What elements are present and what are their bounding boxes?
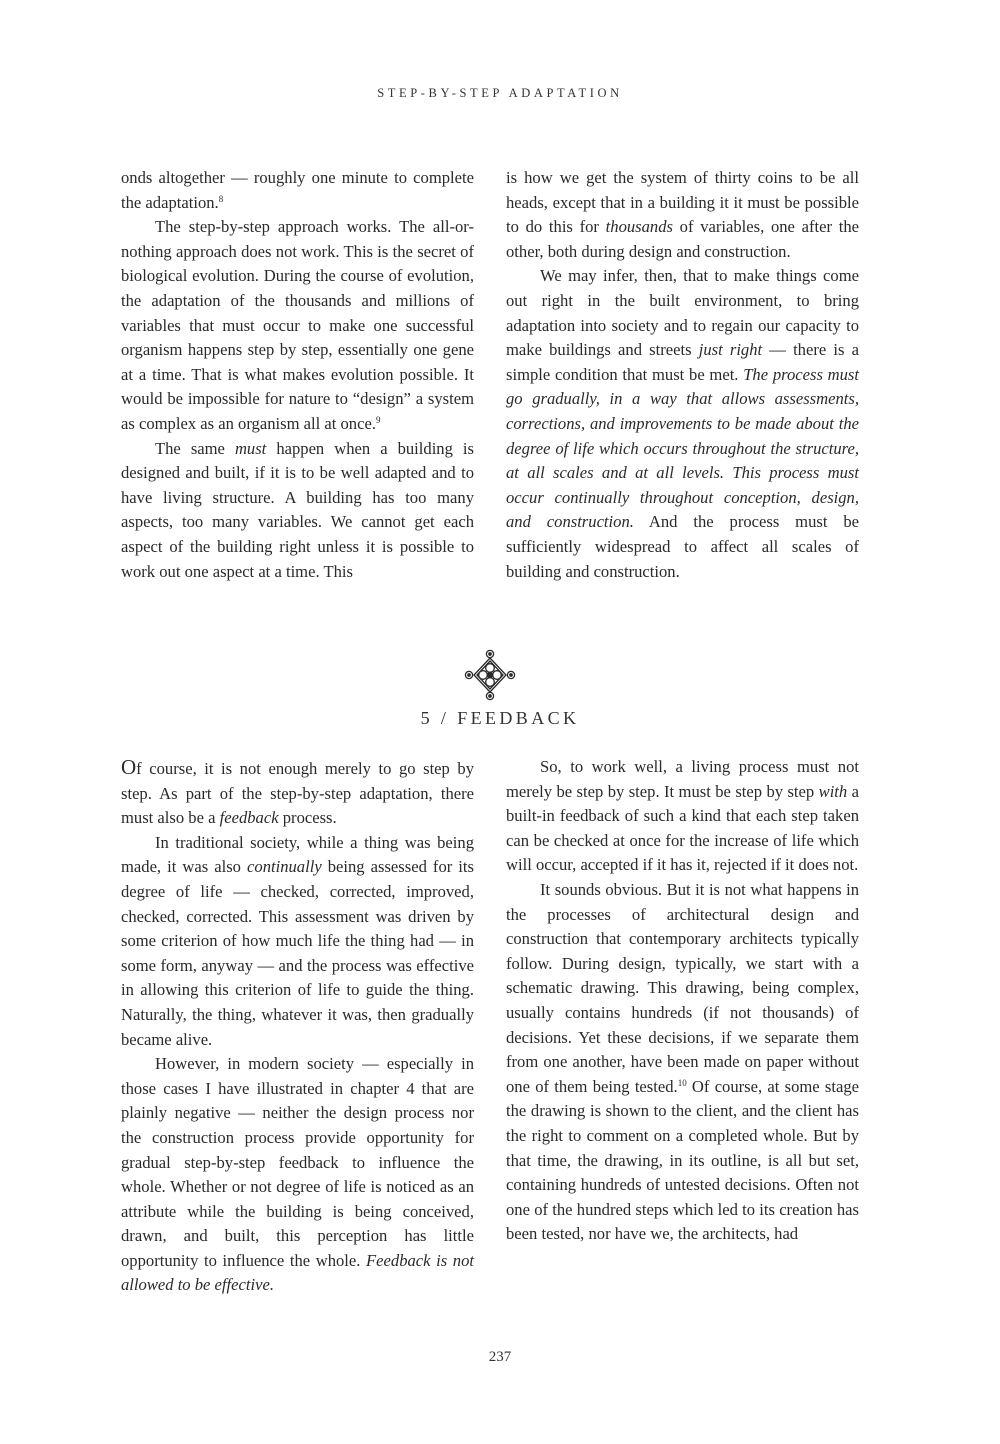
text-column-top-right <box>506 166 859 584</box>
footnote-ref: 10 <box>677 1077 687 1088</box>
text-run: a built-in feedback of such a kind that each step taken can be checked at once for the increase of life which will occur, accepted if it has it, rejected if it does not. <box>506 781 859 875</box>
text-column-top-left <box>121 166 474 584</box>
text-run: We may infer, then, that to make things come out right in the built environment, to bring adaptation into society and to regain our capacity to make buildings and streets <box>506 266 859 360</box>
emphasis: thousands <box>605 217 673 237</box>
text-run: happen when a building is designed and built, if it is to be well adapted and to have living structure. A building has too many aspects, too many variables. We cannot get each aspect of the building right unless it is possible to work out one aspect at a time. This <box>121 438 474 581</box>
quatrefoil-ornament-icon <box>463 648 517 702</box>
paragraph <box>121 831 474 1052</box>
text-column-bottom-right <box>506 755 859 1247</box>
page-number: 237 <box>488 1349 512 1365</box>
paragraph <box>506 264 859 584</box>
text-run: of variables, one after the other, both during design and construction. <box>506 217 859 261</box>
text-run: being assessed for its degree of life — checked, corrected, improved, checked, corrected. This assessment was driven by some criterion of how much life the thing had — in some form, anyway — and the process was effective in allowing this criterion of life to guide the thing. Naturally, the thing, whatever it was, then gradually became alive. <box>121 857 474 1049</box>
paragraph <box>121 166 474 215</box>
text-run: In traditional society, while a thing was being made, it was also <box>121 832 474 877</box>
text-run: is how we get the system of thirty coins to be all heads, except that in a building it it must be possible to do this for <box>506 168 859 237</box>
footnote-ref: 9 <box>375 414 381 425</box>
text-run: onds altogether — roughly one minute to complete the adaptation. <box>121 168 474 212</box>
paragraph <box>121 437 474 585</box>
text-run: — there is a simple condition that must be met. <box>506 340 859 384</box>
emphasis: with <box>818 781 848 801</box>
text-run: However, in modern society — especially in those cases I have illustrated in chapter 4 that are plainly negative — neither the design process nor the construction process provide opportunity for gradual step-by-step feedback to influence the whole. Whether or not degree of life is noticed as an attribute while the building is being conceived, drawn, and built, this perception has little opportunity to influence the whole. <box>121 1054 474 1270</box>
paragraph <box>506 878 859 1247</box>
paragraph <box>121 755 474 831</box>
drop-cap: O <box>121 755 137 779</box>
emphasis: The process must go gradually, in a way that allows assessments, corrections, and improvements to be made about the degree of life which occurs throughout the structure, at all scales and at all levels. This process must occur continually throughout conception, design, and construction. <box>506 364 859 532</box>
text-run: It sounds obvious. But it is not what happens in the processes of architectural design and construction that contemporary architects typically follow. During design, typically, we start with a schematic drawing. This drawing, being complex, usually contains hundreds (if not thousands) of decisions. Yet these decisions, if we separate them from one another, have been made on paper without one of them being tested. <box>506 879 859 1096</box>
emphasis: just right <box>698 340 763 360</box>
text-run: The same <box>155 438 235 458</box>
text-column-bottom-left <box>121 755 474 1298</box>
section-heading: 5 / FEEDBACK <box>420 708 580 728</box>
emphasis: Feedback is not allowed to be effective. <box>121 1250 475 1295</box>
text-run: So, to work well, a living process must not merely be step by step. It must be step by step <box>506 757 859 801</box>
emphasis: feedback <box>219 808 279 828</box>
footnote-ref: 8 <box>218 193 224 204</box>
paragraph <box>121 215 474 436</box>
text-run: Of course, at some stage the drawing is shown to the client, and the client has the right to comment on a completed whole. But by that time, the drawing, in its outline, is all but set, containing hundreds of untested decisions. Often not one of the hundred steps which led to its creation has been tested, nor have we, the architects, had <box>506 1076 859 1244</box>
paragraph <box>506 166 859 264</box>
emphasis: continually <box>247 857 322 877</box>
paragraph <box>506 755 859 878</box>
text-run: The step-by-step approach works. The all-or-nothing approach does not work. This is the secret of biological evolution. During the course of evolution, the adaptation of the thousands and millions of variables that must occur to make one successful organism happens step by step, essentially one gene at a time. That is what makes evolution possible. It would be impossible for nature to “design” a system as complex as an organism all at once. <box>121 217 474 433</box>
text-run: f course, it is not enough merely to go step by step. As part of the step-by-step adaptation, there must also be a <box>121 759 474 828</box>
text-run: And the process must be sufficiently widespread to affect all scales of building and construction. <box>506 512 860 581</box>
paragraph <box>121 1052 474 1298</box>
text-run: process. <box>278 808 337 828</box>
emphasis: must <box>234 438 267 458</box>
running-head: STEP-BY-STEP ADAPTATION <box>377 86 623 100</box>
